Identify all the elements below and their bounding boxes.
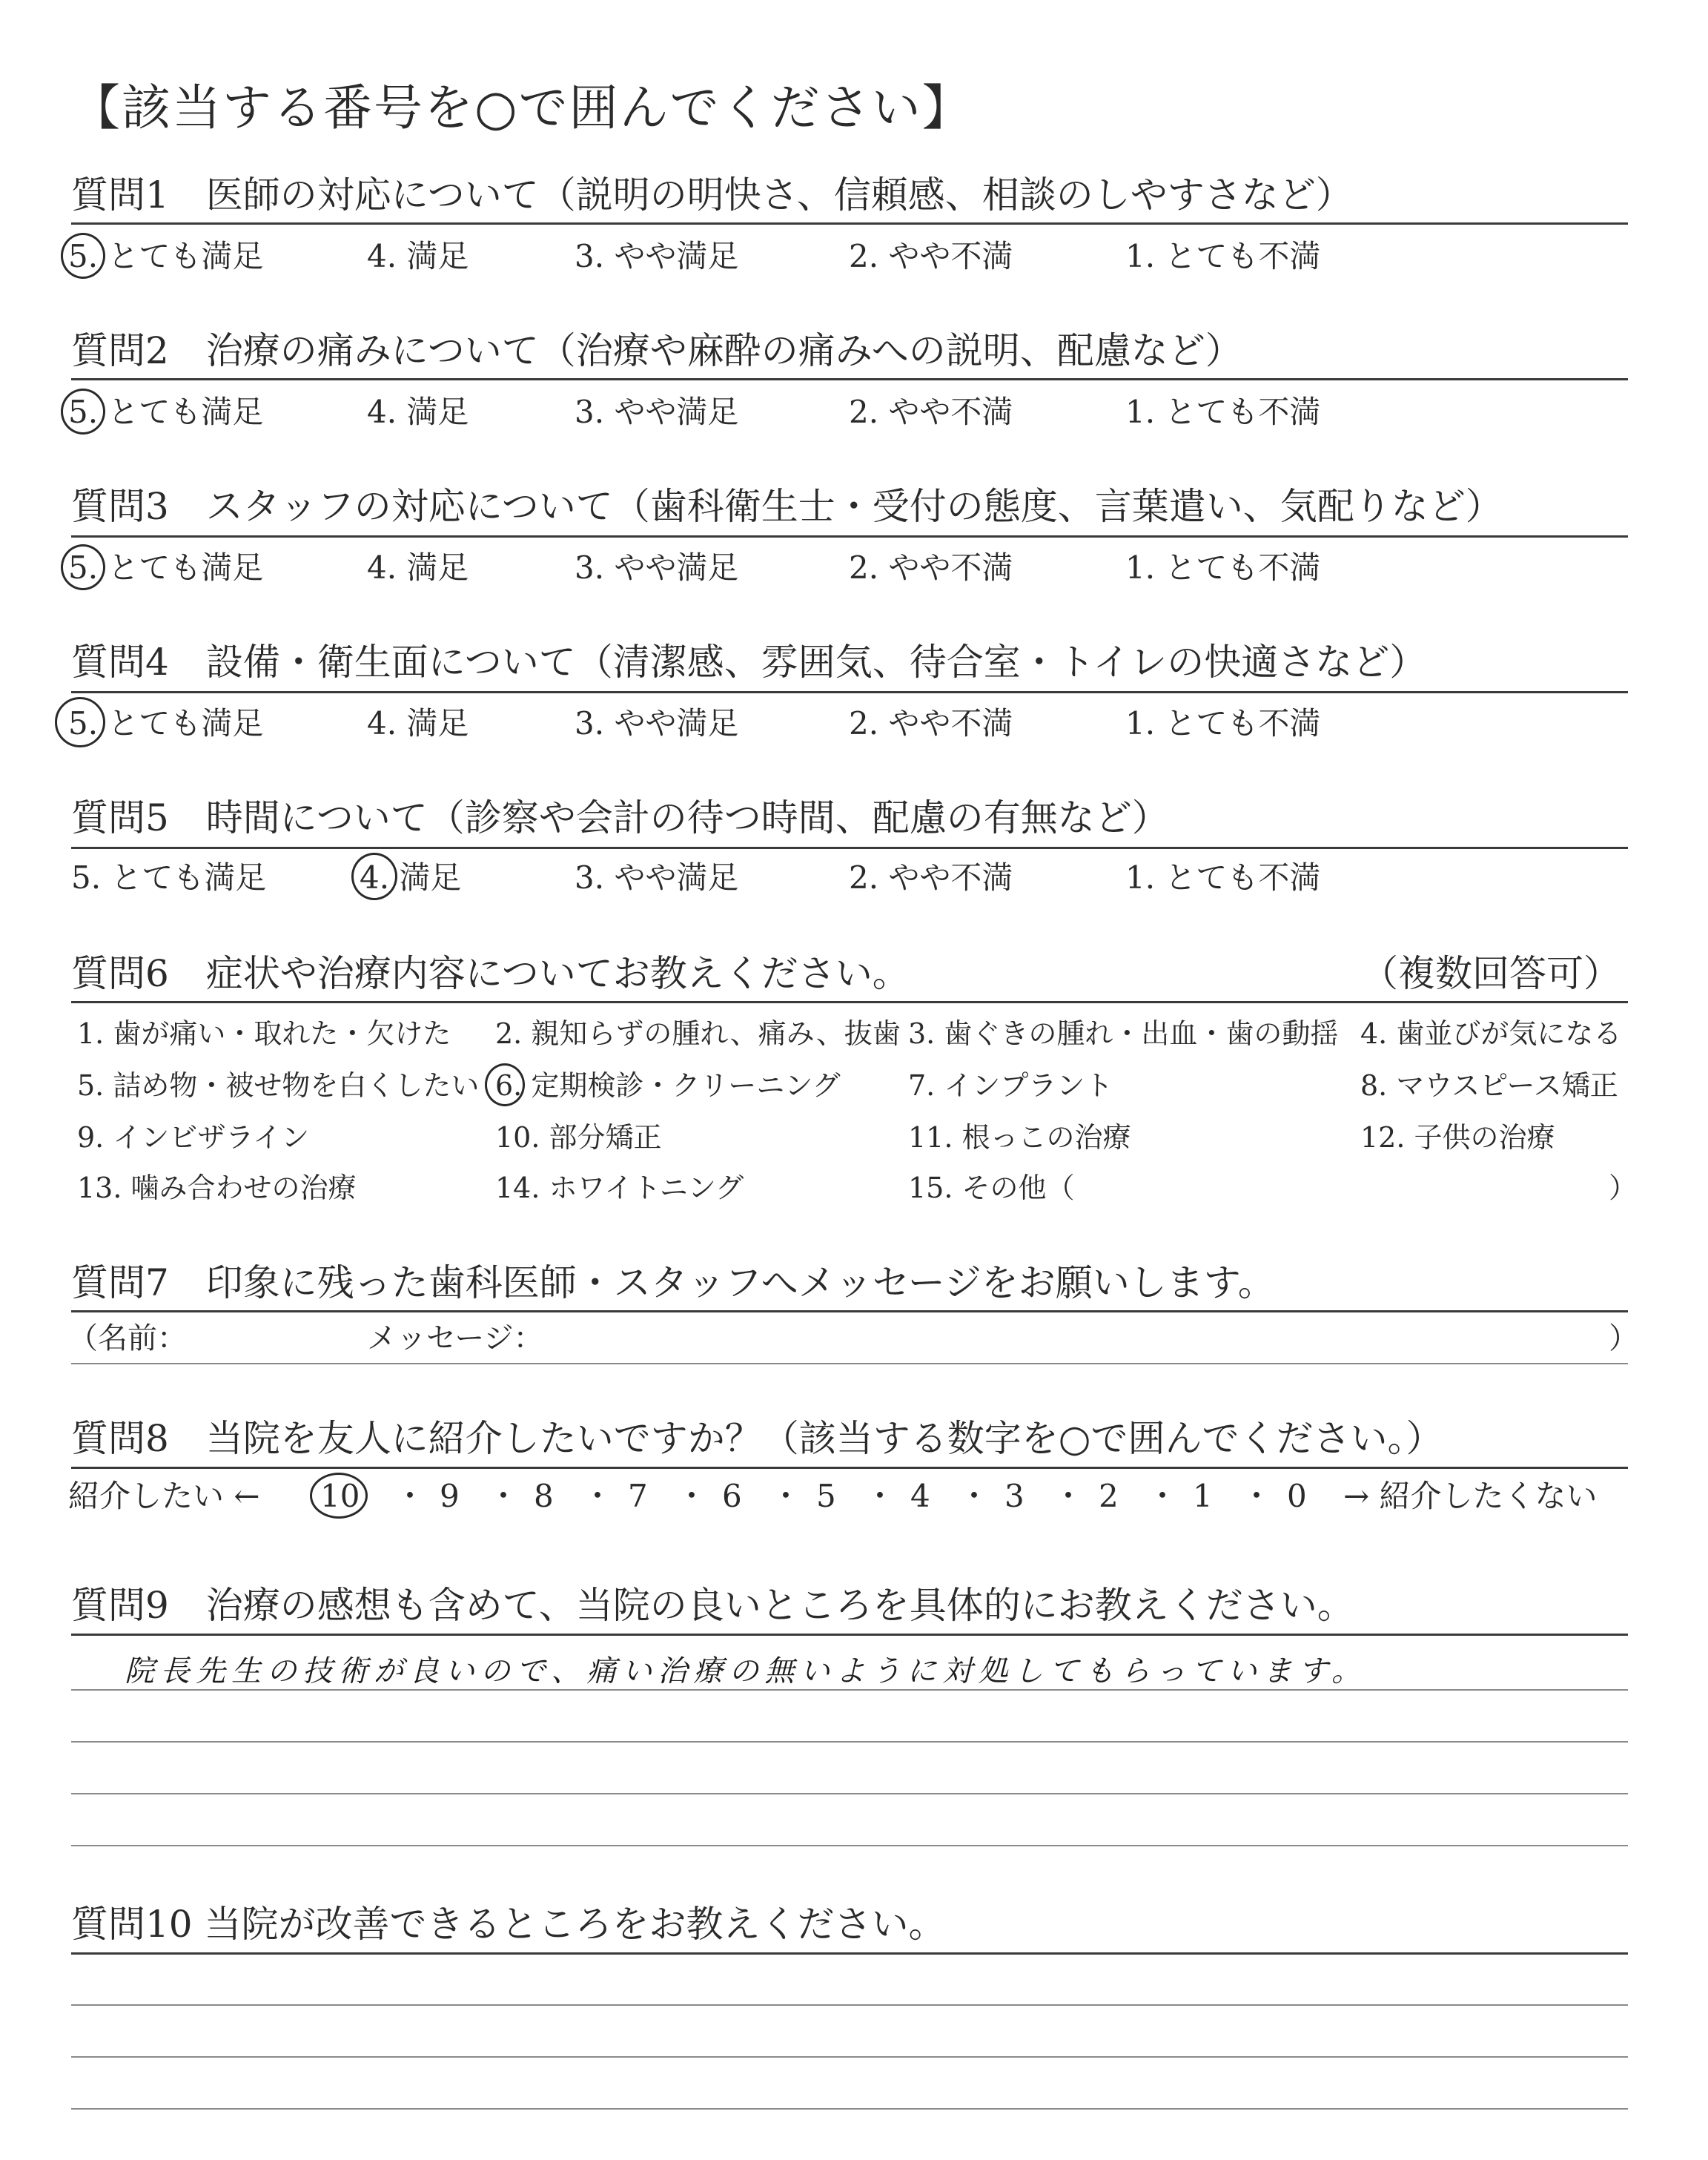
q6-option-14[interactable]: 14. ホワイトニング <box>495 1172 744 1204</box>
q9-answer-line-1[interactable] <box>71 1689 1628 1691</box>
q8-score-4[interactable]: 4 <box>910 1478 930 1514</box>
q6-option-3[interactable]: 3. 歯ぐきの腫れ・出血・歯の動揺 <box>908 1017 1339 1050</box>
q4-selection-circle <box>55 697 105 747</box>
question-10-title: 質問10 当院が改善できるところをお教えください。 <box>71 1903 946 1946</box>
q8-dot: ・ <box>1241 1478 1273 1514</box>
question-1-title: 質問1 医師の対応について（説明の明快さ、信頼感、相談のしやすさなど） <box>71 174 1353 217</box>
q4-option-5[interactable]: 5. とても満足 <box>68 705 264 742</box>
q8-dot: ・ <box>394 1478 426 1514</box>
question-3-rule <box>71 535 1628 538</box>
q8-left-label: 紹介したい ← <box>68 1478 260 1514</box>
q8-score-6[interactable]: 6 <box>722 1478 742 1514</box>
q5-option-2[interactable]: 2. やや不満 <box>849 859 1013 896</box>
q3-option-1[interactable]: 1. とても不満 <box>1125 549 1321 586</box>
q6-option-5[interactable]: 5. 詰め物・被せ物を白くしたい <box>77 1069 480 1102</box>
q8-score-7[interactable]: 7 <box>628 1478 648 1514</box>
question-9-title: 質問9 治療の感想も含めて、当院の良いところを具体的にお教えください。 <box>71 1584 1354 1627</box>
question-6-title: 質問6 症状や治療内容についてお教えください。 <box>71 952 910 995</box>
q8-right-label: → 紹介したくない <box>1343 1478 1598 1514</box>
q8-dot: ・ <box>770 1478 802 1514</box>
q5-option-5[interactable]: 5. とても満足 <box>71 859 267 896</box>
q1-option-4[interactable]: 4. 満足 <box>367 238 469 274</box>
q7-name-label: （名前： <box>68 1321 187 1355</box>
q2-option-2[interactable]: 2. やや不満 <box>849 394 1013 430</box>
q1-option-3[interactable]: 3. やや満足 <box>575 238 739 274</box>
q2-option-5[interactable]: 5. とても満足 <box>68 394 264 430</box>
q10-answer-line-2[interactable] <box>71 2056 1628 2058</box>
q9-answer-line-2[interactable] <box>71 1741 1628 1743</box>
q7-message-label: メッセージ： <box>367 1321 543 1355</box>
page-title: 【該当する番号を○で囲んでください】 <box>71 79 973 136</box>
q8-score-8[interactable]: 8 <box>534 1478 554 1514</box>
q6-option-15-close: ） <box>1609 1172 1638 1204</box>
q6-option-8[interactable]: 8. マウスピース矯正 <box>1360 1069 1618 1102</box>
q9-answer-line-4[interactable] <box>71 1845 1628 1846</box>
question-10-rule <box>71 1952 1628 1955</box>
question-2-title: 質問2 治療の痛みについて（治療や麻酔の痛みへの説明、配慮など） <box>71 329 1242 372</box>
q6-option-11[interactable]: 11. 根っこの治療 <box>908 1121 1131 1154</box>
question-8-title: 質問8 当院を友人に紹介したいですか？（該当する数字を○で囲んでください。） <box>71 1417 1443 1460</box>
q3-selection-circle <box>61 544 105 590</box>
q2-option-3[interactable]: 3. やや満足 <box>575 394 739 430</box>
q5-selection-circle <box>351 853 397 900</box>
q4-option-2[interactable]: 2. やや不満 <box>849 705 1013 742</box>
question-6-note: （複数回答可） <box>1361 952 1621 995</box>
q4-option-3[interactable]: 3. やや満足 <box>575 705 739 742</box>
q8-dot: ・ <box>864 1478 896 1514</box>
q10-answer-line-1[interactable] <box>71 2004 1628 2006</box>
question-2-rule <box>71 378 1628 380</box>
q8-dot: ・ <box>488 1478 520 1514</box>
q8-dot: ・ <box>1147 1478 1179 1514</box>
q4-option-1[interactable]: 1. とても不満 <box>1125 705 1321 742</box>
q5-option-4[interactable]: 4. 満足 <box>360 859 462 896</box>
q1-option-1[interactable]: 1. とても不満 <box>1125 238 1321 274</box>
q7-close-paren: ） <box>1609 1321 1638 1355</box>
question-4-rule <box>71 691 1628 693</box>
question-4-title: 質問4 設備・衛生面について（清潔感、雰囲気、待合室・トイレの快適さなど） <box>71 641 1427 684</box>
q8-dot: ・ <box>959 1478 990 1514</box>
q6-option-7[interactable]: 7. インプラント <box>908 1069 1113 1102</box>
q3-option-3[interactable]: 3. やや満足 <box>575 549 739 586</box>
q8-score-0[interactable]: 0 <box>1287 1478 1307 1514</box>
q6-option-1[interactable]: 1. 歯が痛い・取れた・欠けた <box>77 1017 451 1050</box>
q6-option-12[interactable]: 12. 子供の治療 <box>1360 1121 1555 1154</box>
q5-option-3[interactable]: 3. やや満足 <box>575 859 739 896</box>
q8-score-9[interactable]: 9 <box>440 1478 460 1514</box>
q8-score-5[interactable]: 5 <box>816 1478 836 1514</box>
q6-option-4[interactable]: 4. 歯並びが気になる <box>1360 1017 1622 1050</box>
q3-option-4[interactable]: 4. 満足 <box>367 549 469 586</box>
q1-option-2[interactable]: 2. やや不満 <box>849 238 1013 274</box>
question-6-rule <box>71 1001 1628 1003</box>
q6-option-15[interactable]: 15. その他（ <box>908 1172 1075 1204</box>
q2-option-4[interactable]: 4. 満足 <box>367 394 469 430</box>
question-5-title: 質問5 時間について（診察や会計の待つ時間、配慮の有無など） <box>71 796 1169 839</box>
q1-selection-circle <box>61 233 105 279</box>
q7-input-line[interactable] <box>71 1363 1628 1364</box>
question-9-rule <box>71 1634 1628 1636</box>
q1-option-5[interactable]: 5. とても満足 <box>68 238 264 274</box>
question-7-title: 質問7 印象に残った歯科医師・スタッフへメッセージをお願いします。 <box>71 1261 1275 1304</box>
q6-option-10[interactable]: 10. 部分矯正 <box>495 1121 662 1154</box>
q2-selection-circle <box>61 389 105 435</box>
q5-option-1[interactable]: 1. とても不満 <box>1125 859 1321 896</box>
q10-answer-line-3[interactable] <box>71 2108 1628 2110</box>
q8-dot: ・ <box>582 1478 614 1514</box>
q8-dot: ・ <box>676 1478 708 1514</box>
q8-dot: ・ <box>1053 1478 1085 1514</box>
q6-option-13[interactable]: 13. 噛み合わせの治療 <box>77 1172 357 1204</box>
question-1-rule <box>71 222 1628 225</box>
q8-score-2[interactable]: 2 <box>1099 1478 1119 1514</box>
q9-handwritten-answer: 院長先生の技術が良いので、痛い治療の無いように対処してもらっています。 <box>125 1654 1367 1688</box>
q6-option-6[interactable]: 6. 定期検診・クリーニング <box>495 1069 841 1102</box>
q9-answer-line-3[interactable] <box>71 1793 1628 1794</box>
q6-selection-circle <box>485 1063 525 1106</box>
q8-score-10[interactable]: 10 <box>320 1478 360 1514</box>
q6-option-2[interactable]: 2. 親知らずの腫れ、痛み、抜歯 <box>495 1017 901 1050</box>
q3-option-2[interactable]: 2. やや不満 <box>849 549 1013 586</box>
q2-option-1[interactable]: 1. とても不満 <box>1125 394 1321 430</box>
question-8-rule <box>71 1467 1628 1469</box>
q8-score-3[interactable]: 3 <box>1004 1478 1025 1514</box>
question-5-rule <box>71 847 1628 849</box>
q4-option-4[interactable]: 4. 満足 <box>367 705 469 742</box>
q8-score-1[interactable]: 1 <box>1193 1478 1213 1514</box>
q8-selection-circle <box>310 1473 368 1519</box>
q6-option-9[interactable]: 9. インビザライン <box>77 1121 310 1154</box>
question-3-title: 質問3 スタッフの対応について（歯科衛生士・受付の態度、言葉遣い、気配りなど） <box>71 485 1503 528</box>
question-7-rule <box>71 1310 1628 1312</box>
q3-option-5[interactable]: 5. とても満足 <box>68 549 264 586</box>
